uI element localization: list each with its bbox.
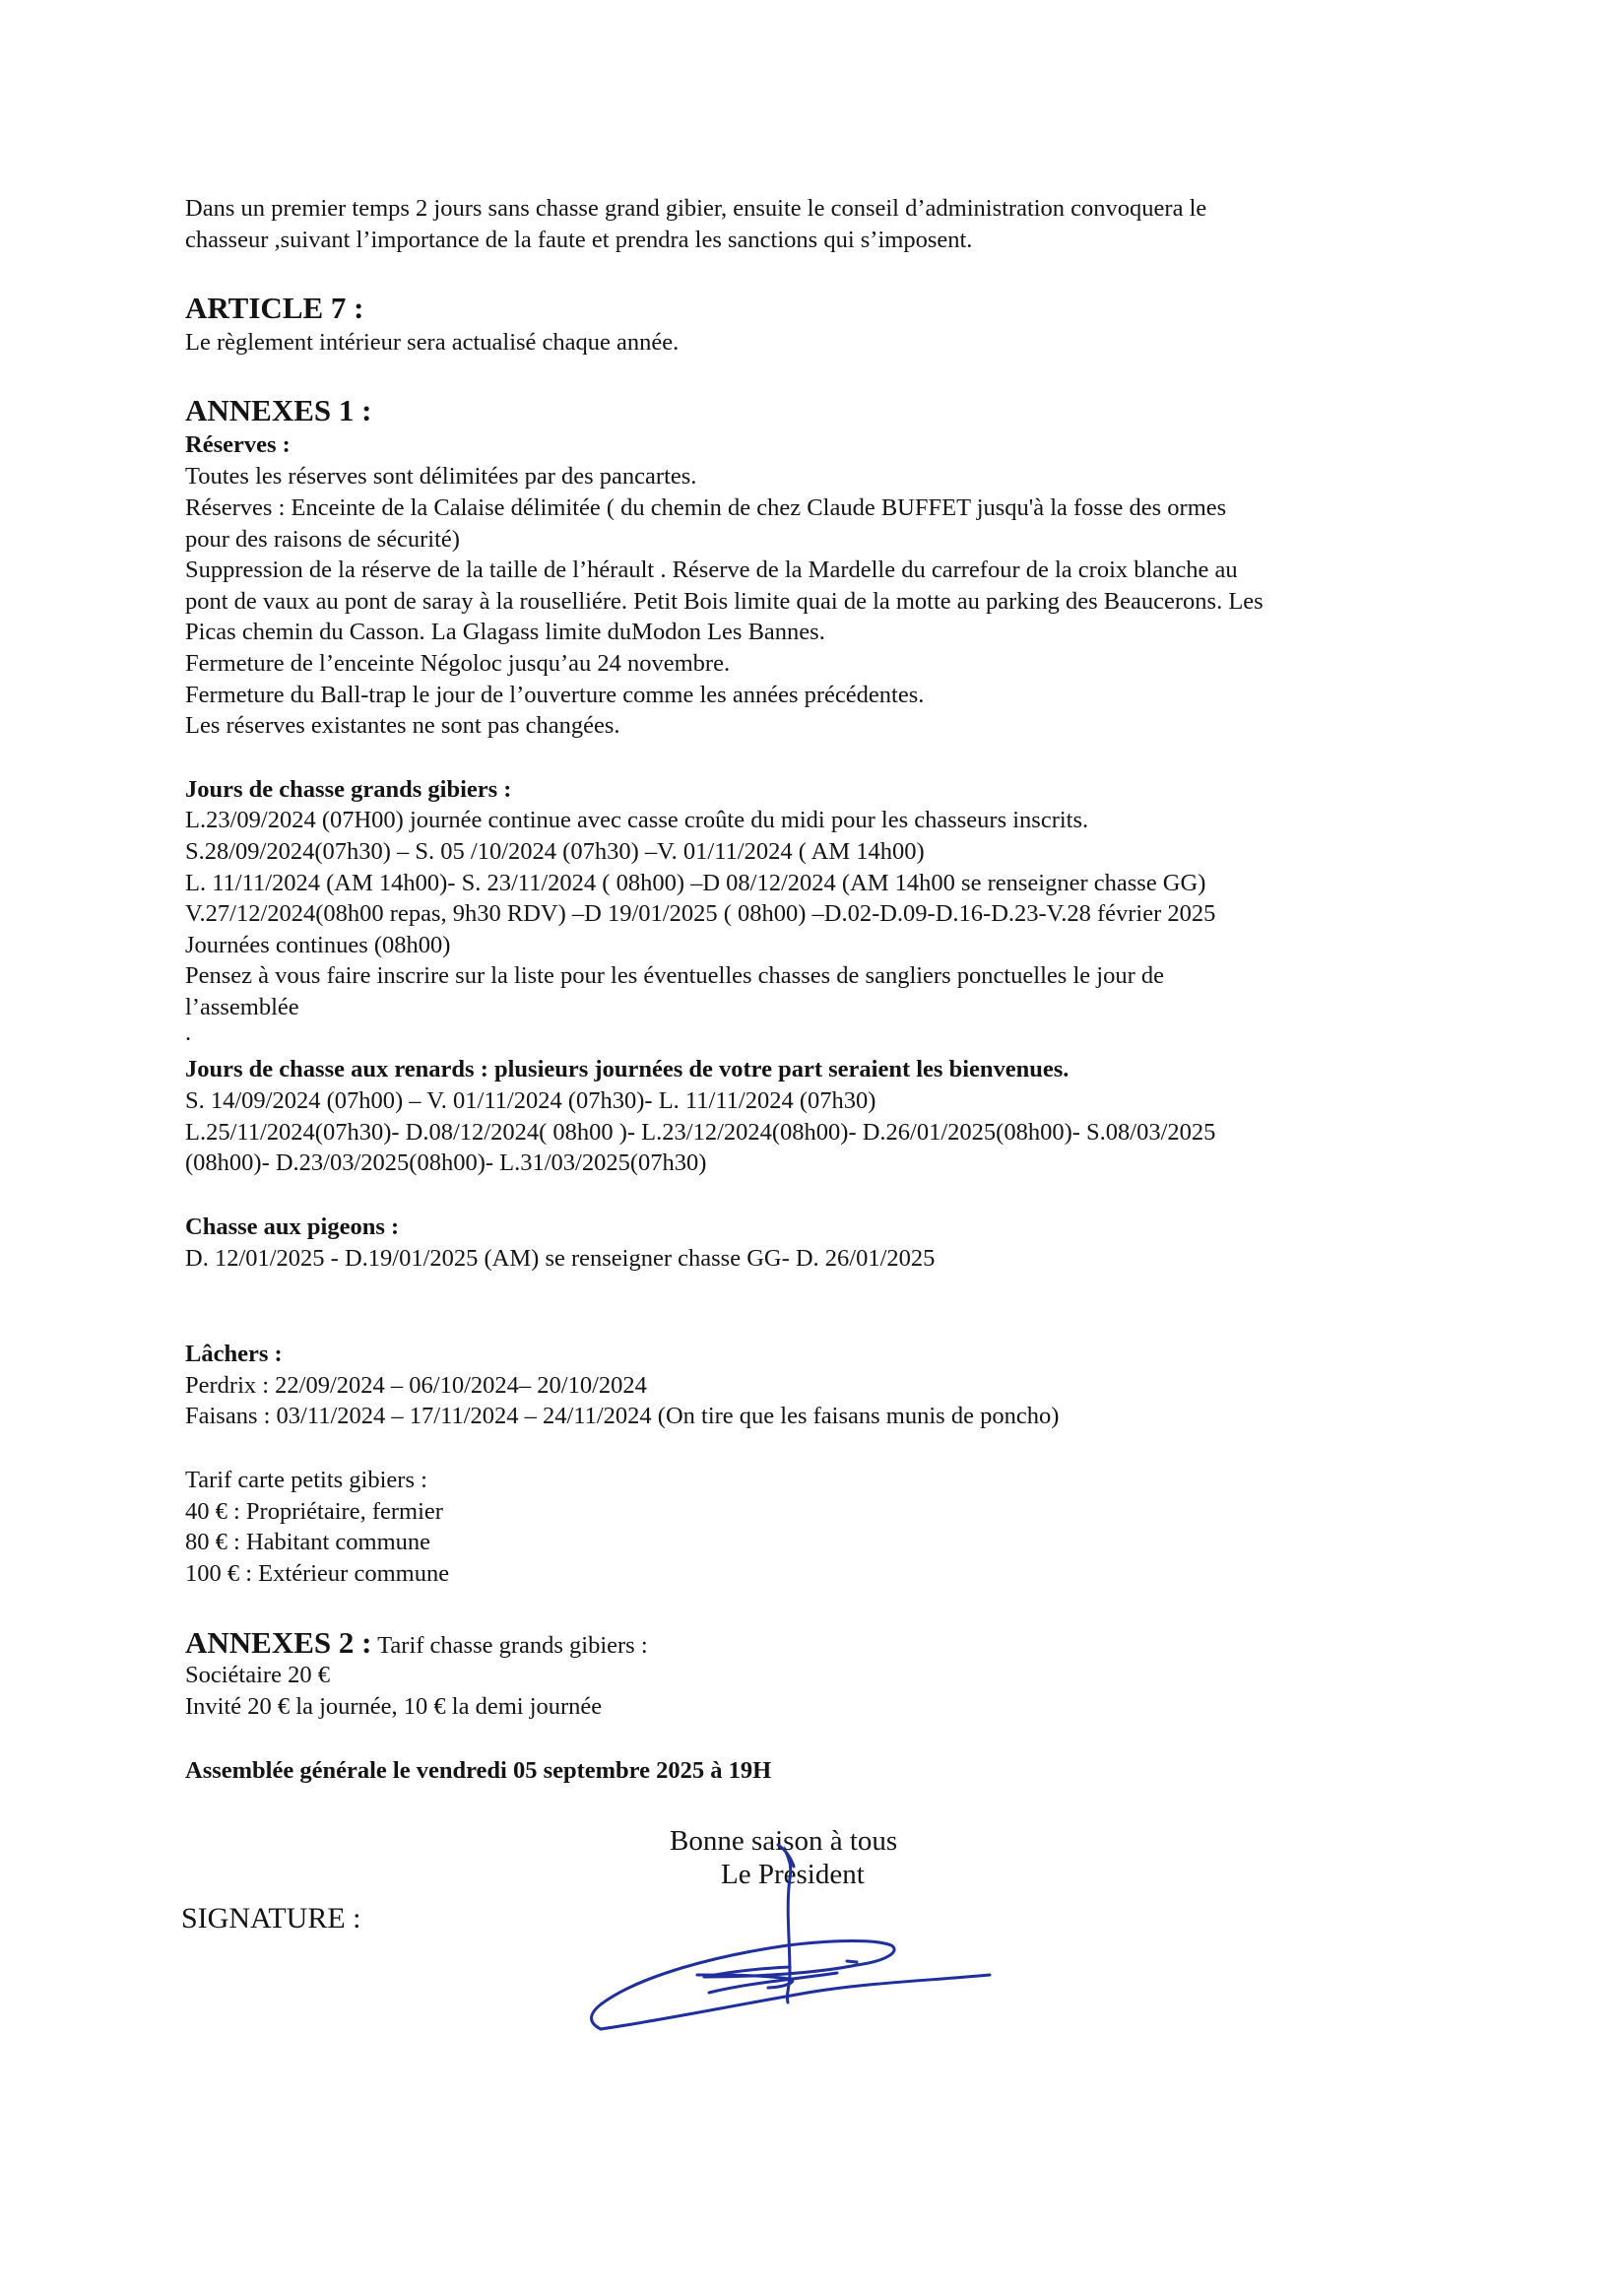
assembly-notice: Assemblée générale le vendredi 05 septembre 2025 à 19H [185, 1757, 772, 1784]
closing-title: Le Président [721, 1859, 865, 1890]
reserves-line: Fermeture de l’enceinte Négoloc jusqu’au 24 novembre. [185, 650, 731, 677]
tarif-line: 40 € : Propriétaire, fermier [185, 1498, 443, 1525]
tarif-line: 100 € : Extérieur commune [185, 1560, 450, 1587]
grands-gibiers-line: L.23/09/2024 (07H00) journée continue avec casse croûte du midi pour les chasseurs inscrits. [185, 807, 1089, 833]
reserves-title: Réserves : [185, 431, 291, 458]
tarif-line: Tarif carte petits gibiers : [185, 1467, 427, 1493]
handwritten-signature [532, 1827, 1005, 2054]
signature-label: SIGNATURE : [181, 1902, 361, 1935]
reserves-line: Toutes les réserves sont délimitées par des pancartes. [185, 463, 697, 490]
closing-greeting: Bonne saison à tous [670, 1825, 898, 1857]
intro-line-1: Dans un premier temps 2 jours sans chasse grand gibier, ensuite le conseil d’administration convoquera le [185, 195, 1207, 222]
annexes2-heading-suffix: Tarif chasse grands gibiers : [371, 1632, 648, 1659]
lachers-line: Perdrix : 22/09/2024 – 06/10/2024– 20/10/2024 [185, 1372, 647, 1399]
grands-gibiers-line: S.28/09/2024(07h30) – S. 05 /10/2024 (07h30) –V. 01/11/2024 ( AM 14h00) [185, 838, 925, 865]
renards-title: Jours de chasse aux renards : plusieurs journées de votre part seraient les bienvenues. [185, 1056, 1070, 1082]
reserves-line: pour des raisons de sécurité) [185, 526, 460, 553]
pigeons-line: D. 12/01/2025 - D.19/01/2025 (AM) se renseigner chasse GG- D. 26/01/2025 [185, 1245, 936, 1272]
reserves-line: Suppression de la réserve de la taille de l’hérault . Réserve de la Mardelle du carrefour de la croix blanche au [185, 557, 1238, 583]
reserves-line: pont de vaux au pont de saray à la rouselliére. Petit Bois limite quai de la motte au parking des Beaucerons. Les [185, 588, 1264, 615]
reserves-line: Fermeture du Ball-trap le jour de l’ouverture comme les années précédentes. [185, 682, 925, 708]
grands-gibiers-line: . [185, 1019, 192, 1046]
intro-line-2: chasseur ,suivant l’importance de la faute et prendra les sanctions qui s’imposent. [185, 227, 973, 253]
annexes2-line: Sociétaire 20 € [185, 1662, 330, 1688]
grands-gibiers-line: L. 11/11/2024 (AM 14h00)- S. 23/11/2024 ( 08h00) –D 08/12/2024 (AM 14h00 se renseigner chasse GG) [185, 870, 1206, 896]
renards-line: S. 14/09/2024 (07h00) – V. 01/11/2024 (07h30)- L. 11/11/2024 (07h30) [185, 1087, 876, 1114]
tarif-line: 80 € : Habitant commune [185, 1529, 431, 1555]
annexes2-line: Invité 20 € la journée, 10 € la demi journée [185, 1693, 603, 1720]
reserves-line: Picas chemin du Casson. La Glagass limite duModon Les Bannes. [185, 619, 825, 645]
annexes2-heading: ANNEXES 2 : [185, 1625, 372, 1660]
lachers-title: Lâchers : [185, 1341, 283, 1367]
reserves-line: Réserves : Enceinte de la Calaise délimitée ( du chemin de chez Claude BUFFET jusqu'à la fosse des ormes [185, 494, 1227, 521]
annexes1-heading: ANNEXES 1 : [185, 393, 372, 427]
lachers-line: Faisans : 03/11/2024 – 17/11/2024 – 24/11/2024 (On tire que les faisans munis de poncho) [185, 1403, 1060, 1429]
pigeons-title: Chasse aux pigeons : [185, 1214, 400, 1240]
annexes2-header [185, 1624, 648, 1662]
article7-text: Le règlement intérieur sera actualisé chaque année. [185, 329, 680, 356]
grands-gibiers-line: V.27/12/2024(08h00 repas, 9h30 RDV) –D 19/01/2025 ( 08h00) –D.02-D.09-D.16-D.23-V.28 février 2025 [185, 900, 1216, 927]
grands-gibiers-line: l’assemblée [185, 994, 299, 1020]
renards-line: L.25/11/2024(07h30)- D.08/12/2024( 08h00 )- L.23/12/2024(08h00)- D.26/01/2025(08h00)- S.08/03/2025 [185, 1119, 1216, 1146]
grands-gibiers-title: Jours de chasse grands gibiers : [185, 776, 512, 803]
grands-gibiers-line: Journées continues (08h00) [185, 932, 451, 958]
renards-line: (08h00)- D.23/03/2025(08h00)- L.31/03/2025(07h30) [185, 1149, 707, 1176]
article7-heading: ARTICLE 7 : [185, 291, 364, 325]
grands-gibiers-line: Pensez à vous faire inscrire sur la liste pour les éventuelles chasses de sangliers ponctuelles le jour de [185, 962, 1164, 989]
reserves-line: Les réserves existantes ne sont pas changées. [185, 712, 620, 739]
